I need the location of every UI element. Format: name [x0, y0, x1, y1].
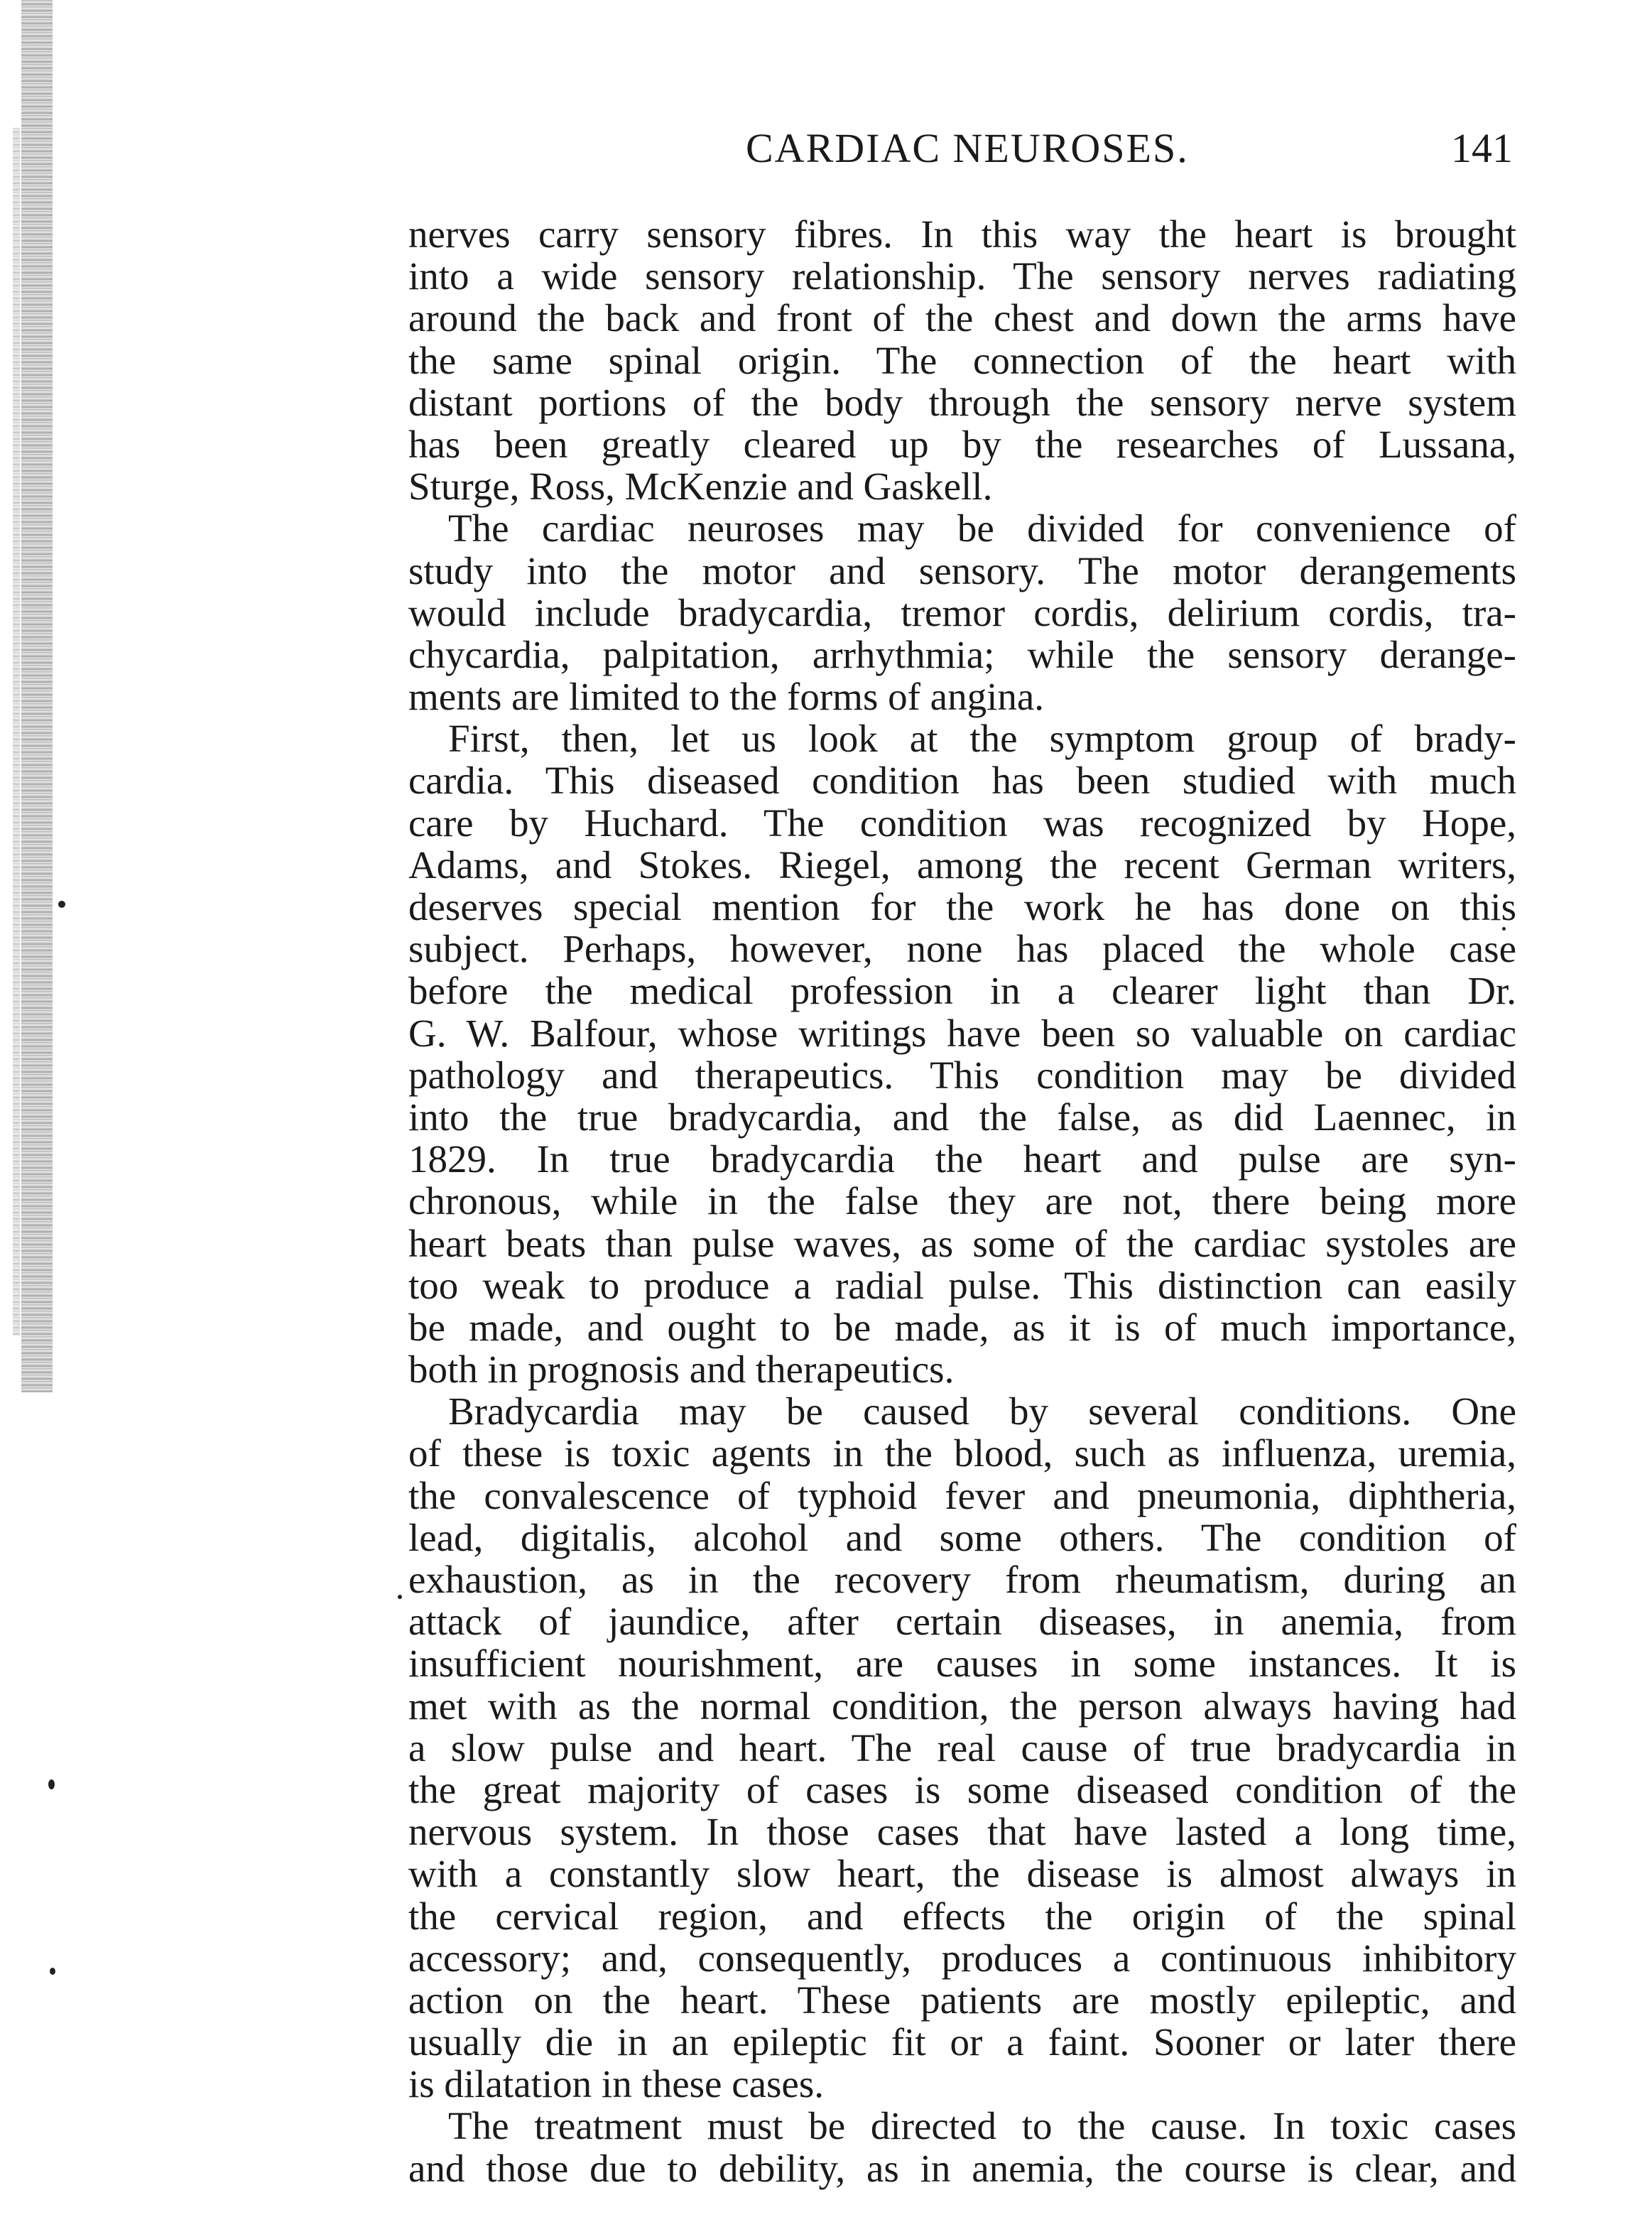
text-line: lead, digitalis, alcohol and some others. The condition of: [408, 1515, 1516, 1559]
text-line: nerves carry sensory fibres. In this way the heart is brought: [408, 212, 1516, 256]
text-line: The treatment must be directed to the cause. In toxic cases: [448, 2104, 1516, 2148]
text-line: heart beats than pulse waves, as some of the cardiac systoles are: [408, 1221, 1516, 1265]
text-line: too weak to produce a radial pulse. This distinction can easily: [408, 1263, 1516, 1307]
text-line: be made, and ought to be made, as it is of much importance,: [408, 1305, 1516, 1349]
text-line: study into the motor and sensory. The motor derangements: [408, 548, 1516, 592]
text-line: usually die in an epileptic fit or a faint. Sooner or later there: [408, 2020, 1516, 2064]
text-line: Bradycardia may be caused by several conditions. One: [448, 1389, 1516, 1434]
text-line: First, then, let us look at the symptom group of brady-: [448, 717, 1516, 761]
text-line: ments are limited to the forms of angina.: [408, 675, 1045, 719]
text-line: the cervical region, and effects the origin of the spinal: [408, 1894, 1516, 1938]
text-line: 1829. In true bradycardia the heart and pulse are syn-: [408, 1137, 1516, 1181]
ink-speck: [50, 1968, 55, 1975]
page-number: 141: [1451, 125, 1513, 171]
text-line: pathology and therapeutics. This condition may be divided: [408, 1053, 1516, 1097]
text-line: action on the heart. These patients are mostly epileptic, and: [408, 1978, 1516, 2022]
text-line: and those due to debility, as in anemia, the course is clear, and: [408, 2146, 1516, 2190]
text-line: nervous system. In those cases that have lasted a long time,: [408, 1810, 1516, 1854]
text-line: chycardia, palpitation, arrhythmia; while the sensory derange-: [408, 632, 1516, 676]
ink-speck: [398, 1595, 402, 1599]
text-line: cardia. This diseased condition has been studied with much: [408, 759, 1516, 803]
text-line: deserves special mention for the work he has done on this: [408, 885, 1516, 928]
text-line: the same spinal origin. The connection of the heart with: [408, 338, 1516, 382]
text-line: care by Huchard. The condition was recognized by Hope,: [408, 801, 1516, 845]
text-line: with a constantly slow heart, the disease is almost always in: [408, 1852, 1516, 1896]
text-line: met with as the normal condition, the person always having had: [408, 1684, 1516, 1728]
text-line: of these is toxic agents in the blood, such as influenza, uremia,: [408, 1431, 1516, 1475]
text-line: The cardiac neuroses may be divided for convenience of: [448, 506, 1516, 551]
text-line: the convalescence of typhoid fever and pneumonia, diphtheria,: [408, 1473, 1516, 1517]
text-line: is dilatation in these cases.: [408, 2062, 824, 2106]
text-line: around the back and front of the chest and down the arms have: [408, 296, 1516, 340]
text-line: chronous, while in the false they are not, there being more: [408, 1179, 1516, 1223]
text-line: G. W. Balfour, whose writings have been so valuable on cardiac: [408, 1011, 1516, 1055]
text-line: Sturge, Ross, McKenzie and Gaskell.: [408, 465, 993, 509]
text-line: Adams, and Stokes. Riegel, among the recent German writers,: [408, 842, 1516, 887]
text-line: into the true bradycardia, and the false, as did Laennec, in: [408, 1095, 1516, 1139]
page-header: [412, 124, 1520, 188]
text-line: before the medical profession in a clearer light than Dr.: [408, 969, 1516, 1013]
text-line: into a wide sensory relationship. The sensory nerves radiating: [408, 254, 1516, 298]
text-line: would include bradycardia, tremor cordis, delirium cordis, tra-: [408, 590, 1516, 634]
text-line: has been greatly cleared up by the researches of Lussana,: [408, 422, 1516, 466]
text-line: accessory; and, consequently, produces a continuous inhibitory: [408, 1936, 1516, 1980]
text-line: exhaustion, as in the recovery from rheumatism, during an: [408, 1558, 1516, 1601]
body-text: [408, 213, 1516, 2189]
ink-speck: [58, 901, 65, 908]
text-line: a slow pulse and heart. The real cause of true bradycardia in: [408, 1725, 1516, 1770]
ink-speck: [48, 1779, 55, 1789]
running-title: CARDIAC NEUROSES.: [746, 125, 1189, 171]
text-line: insufficient nourishment, are causes in some instances. It is: [408, 1642, 1516, 1686]
text-line: the great majority of cases is some diseased condition of the: [408, 1767, 1516, 1811]
binding-edge-shadow-inner: [13, 128, 20, 1335]
text-line: both in prognosis and therapeutics.: [408, 1348, 955, 1392]
text-line: subject. Perhaps, however, none has placed the whole case: [408, 927, 1516, 971]
binding-edge-shadow: [21, 0, 53, 1392]
text-line: attack of jaundice, after certain diseases, in anemia, from: [408, 1600, 1516, 1644]
text-line: distant portions of the body through the sensory nerve system: [408, 380, 1516, 424]
